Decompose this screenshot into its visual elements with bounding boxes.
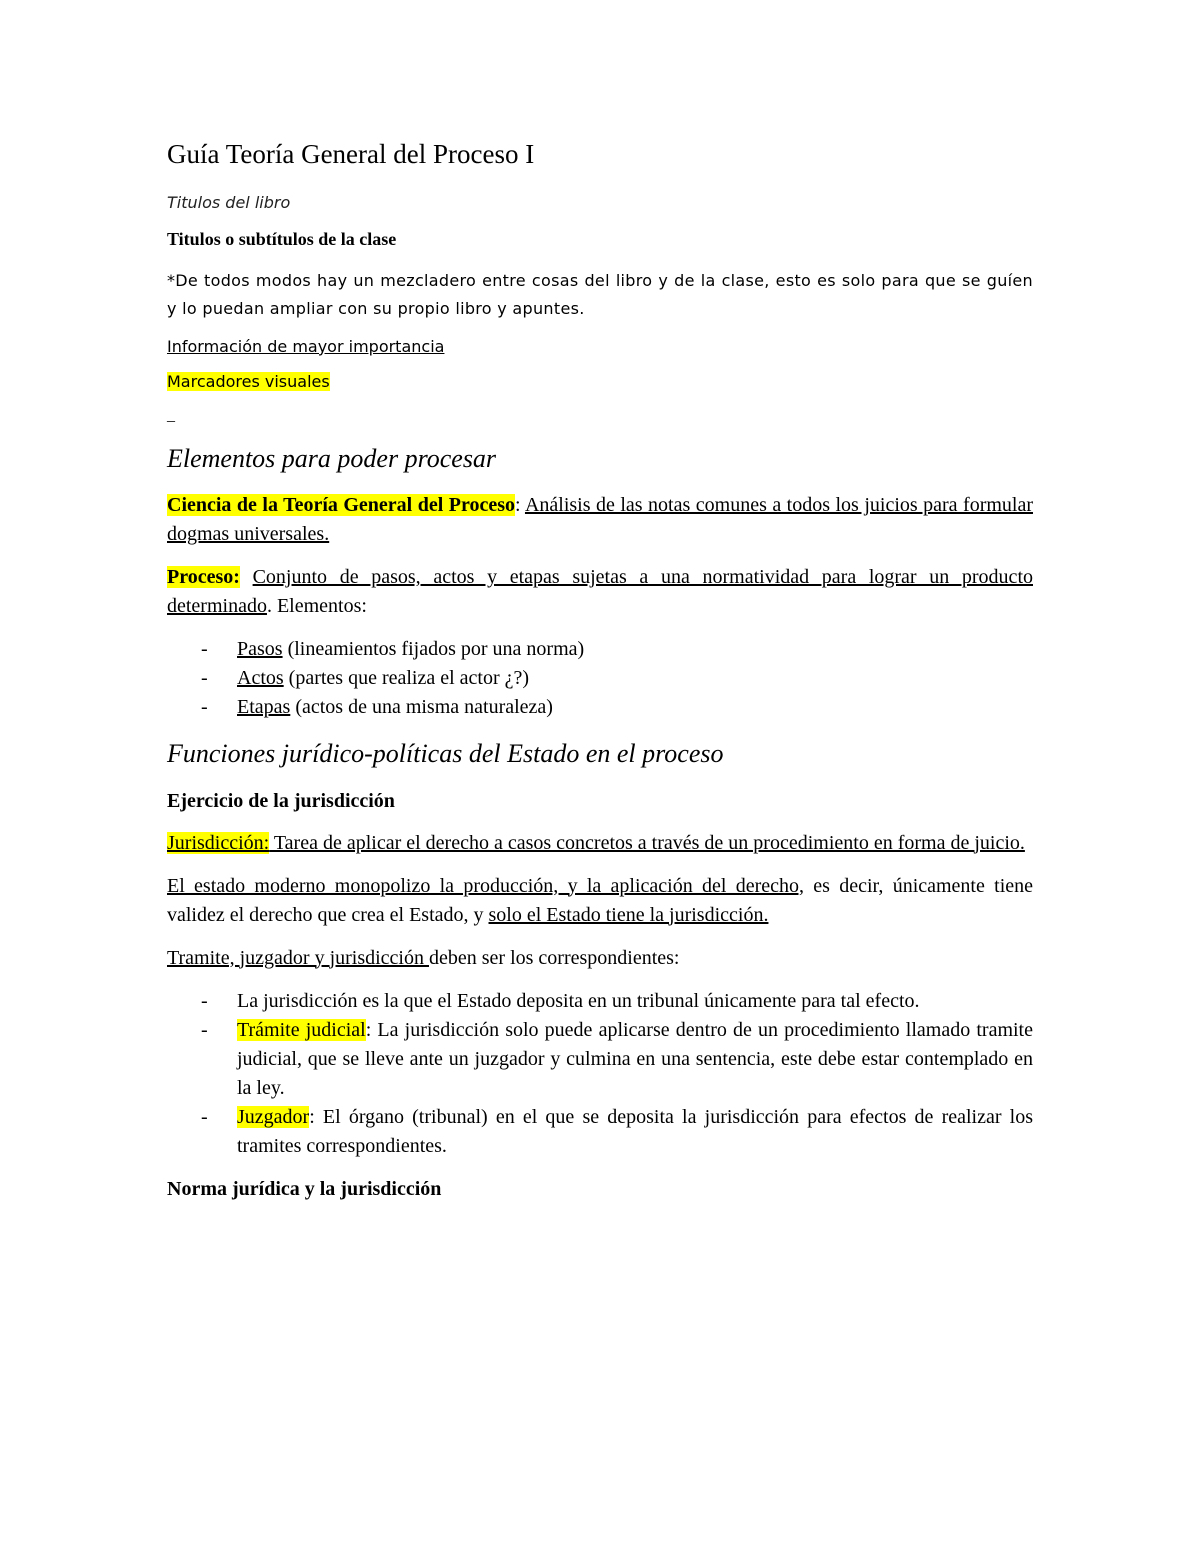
list-item-pasos — [167, 635, 1033, 664]
section-heading-elementos: Elementos para poder procesar — [167, 443, 497, 473]
estado-underlined-2: solo el Estado tiene la jurisdicción. — [488, 903, 769, 926]
paragraph-tramite-intro — [167, 944, 1033, 973]
definition-jurisdiccion: Tarea de aplicar el derecho a casos concretos a través de un procedimiento en forma de juicio. — [269, 831, 1025, 854]
definition-proceso: Conjunto de pasos, actos y etapas sujetas a una normatividad para lograr un producto determinado — [167, 566, 1033, 618]
document-content — [167, 136, 1033, 1217]
paragraph-proceso — [167, 563, 1033, 621]
list-item-juzgador — [167, 1103, 1033, 1161]
term-etapas: Etapas — [237, 696, 291, 719]
subheading-norma: Norma jurídica y la jurisdicción — [167, 1177, 442, 1200]
term-ciencia: Ciencia de la Teoría General del Proceso — [167, 494, 516, 517]
item-text: : La jurisdicción solo puede aplicarse dentro de un procedimiento llamado tramite judicial, que se lleve ante un juzgador y culmina en una sentencia, este debe estar contemplado en la ley. — [237, 1018, 1033, 1099]
section-heading-funciones: Funciones jurídico-políticas del Estado en el proceso — [167, 739, 724, 769]
tramite-intro-underlined: Tramite, juzgador y jurisdicción — [167, 946, 429, 969]
term-pasos: Pasos — [237, 638, 283, 661]
list-item-deposito — [167, 987, 1033, 1016]
list-elementos — [167, 635, 1033, 722]
dash-bullet: - — [201, 1018, 208, 1041]
list-item-actos — [167, 664, 1033, 693]
legend-important — [167, 337, 1033, 356]
item-text: (actos de una misma naturaleza) — [290, 696, 553, 719]
list-item-tramite-judicial — [167, 1016, 1033, 1103]
dash-bullet: - — [201, 696, 208, 719]
legend-important-text: Información de mayor importancia — [167, 336, 445, 356]
term-jurisdiccion: Jurisdicción: — [167, 831, 270, 854]
legend-book-titles: Titulos del libro — [167, 192, 291, 212]
legend-note: *De todos modos hay un mezcladero entre cosas del libro y de la clase, esto es solo para que se guíen y lo puedan ampliar con su propio libro y apuntes. — [167, 270, 1033, 318]
separator-dash: _ — [167, 406, 175, 424]
term-tramite-judicial: Trámite judicial — [237, 1018, 366, 1041]
item-text: (partes que realiza el actor ¿?) — [283, 667, 530, 690]
dash-bullet: - — [201, 638, 208, 661]
paragraph-ciencia — [167, 491, 1033, 549]
list-tramite — [167, 987, 1033, 1161]
item-text: (lineamientos fijados por una norma) — [282, 638, 585, 661]
estado-underlined-1: El estado moderno monopolizo la producción, y la aplicación del derecho, — [167, 874, 805, 897]
item-text: La jurisdicción es la que el Estado deposita en un tribunal únicamente para tal efecto. — [237, 989, 920, 1012]
term-actos: Actos — [237, 667, 284, 690]
term-proceso: Proceso: — [167, 566, 240, 589]
legend-markers — [167, 372, 1033, 391]
definition-ciencia: Análisis de las notas comunes a todos los juicios para formular dogmas universales. — [167, 494, 1033, 546]
dash-bullet: - — [201, 989, 208, 1012]
dash-bullet: - — [201, 1105, 208, 1128]
paragraph-estado — [167, 872, 1033, 930]
tramite-intro-rest: deben ser los correspondientes: — [429, 946, 680, 969]
term-juzgador: Juzgador — [237, 1105, 310, 1128]
subheading-ejercicio: Ejercicio de la jurisdicción — [167, 789, 395, 812]
proceso-tail: . Elementos: — [266, 595, 367, 618]
list-item-etapas — [167, 693, 1033, 722]
item-text: : El órgano (tribunal) en el que se deposita la jurisdicción para efectos de realizar los tramites correspondientes. — [237, 1105, 1033, 1157]
paragraph-jurisdiccion — [167, 829, 1033, 858]
legend-class-titles: Titulos o subtítulos de la clase — [167, 228, 397, 249]
document-title: Guía Teoría General del Proceso I — [167, 139, 535, 169]
colon: : — [515, 494, 521, 517]
dash-bullet: - — [201, 667, 208, 690]
legend-markers-text: Marcadores visuales — [167, 371, 330, 391]
estado-middle: es decir, únicamente tiene validez el derecho que crea el Estado, y — [167, 874, 1034, 926]
